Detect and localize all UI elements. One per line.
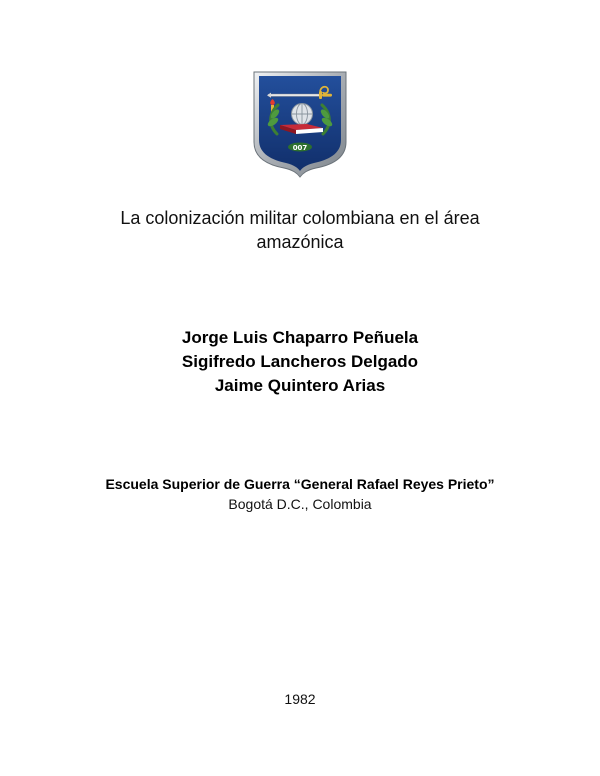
institution-location: Bogotá D.C., Colombia	[228, 496, 372, 512]
svg-text:007: 007	[292, 144, 308, 152]
institution-name: Escuela Superior de Guerra “General Rafael Reyes Prieto”	[105, 476, 495, 492]
publication-year: 1982	[284, 691, 316, 707]
author-list	[80, 326, 520, 398]
author-name: Jaime Quintero Arias	[214, 376, 386, 395]
document-title: La colonización militar colombiana en el área amazónica	[120, 208, 480, 252]
author-name: Sigifredo Lancheros Delgado	[181, 352, 419, 371]
military-school-shield-icon	[253, 70, 347, 178]
author-name: Jorge Luis Chaparro Peñuela	[181, 328, 419, 347]
